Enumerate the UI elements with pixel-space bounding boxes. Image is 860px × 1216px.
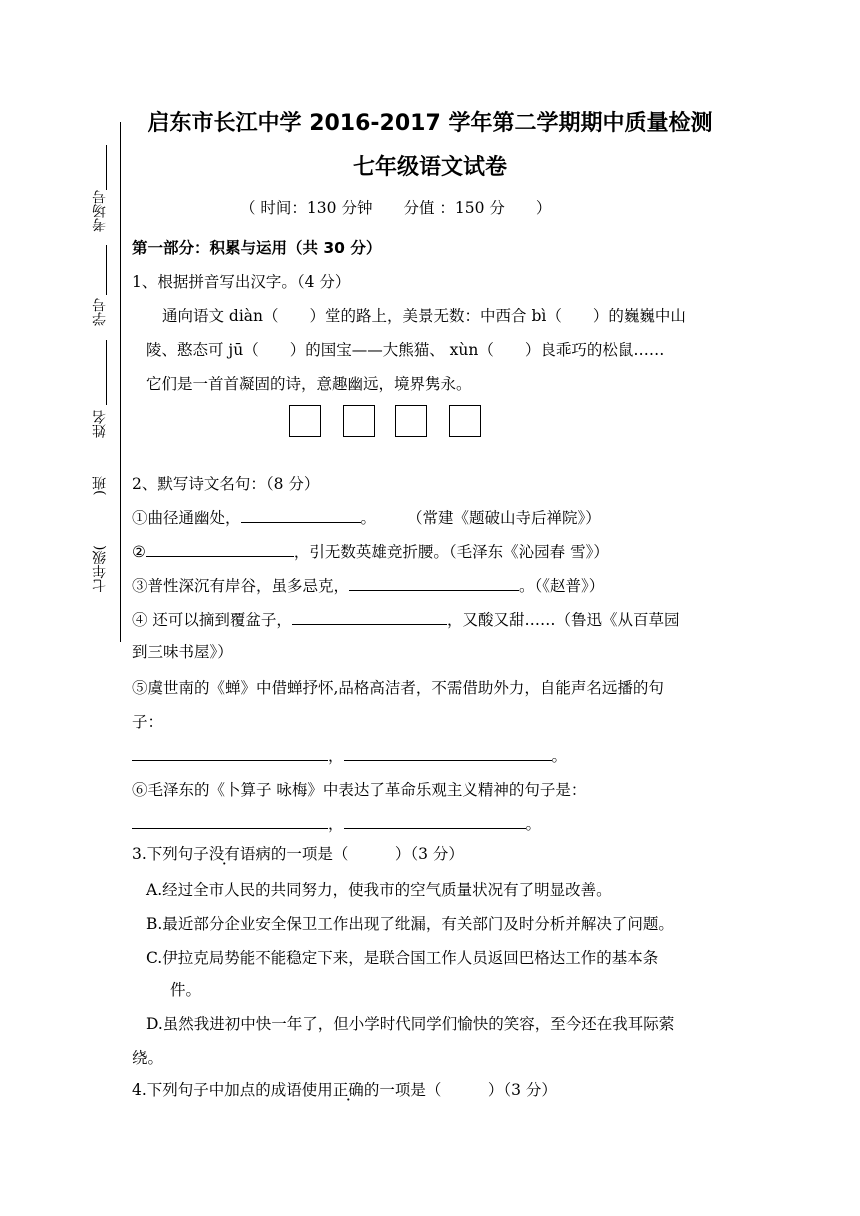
comma: ， <box>328 815 344 833</box>
answer-box-4[interactable] <box>449 405 481 437</box>
answer-box-3[interactable] <box>395 405 427 437</box>
q2-item5-blank-1[interactable] <box>132 744 328 761</box>
q3-option-c: C.伊拉克局势能不能稳定下来，是联合国工作人员返回巴格达工作的基本条 <box>146 949 659 967</box>
section-title: 第一部分：积累与运用（共 30 分） <box>132 239 382 257</box>
grade-label: 七年级( <box>92 545 108 593</box>
q3-option-b: B.最近部分企业安全保卫工作出现了纰漏，有关部门及时分析并解决了问题。 <box>146 915 674 933</box>
class-label: )班 <box>92 476 108 496</box>
q3-option-a: A.经过全市人民的共同努力，使我市的空气质量状况有了明显改善。 <box>146 881 612 899</box>
q2-item1 <box>132 506 601 528</box>
q4-stem-b: 的一项是（ ）（3 分） <box>363 1081 557 1099</box>
q2-item2-text: ，引无数英雄竞折腰。（毛泽东《沁园春 雪》） <box>293 543 609 561</box>
q4-emphasis <box>333 1078 364 1100</box>
q2-item5-answer <box>132 744 567 766</box>
q3-stem <box>132 842 464 864</box>
q1-line3: 它们是一首首凝固的诗，意趣幽远，境界隽永。 <box>146 375 472 393</box>
q2-item4-text: ④ 还可以摘到覆盆子， <box>132 611 292 629</box>
q2-item6: ⑥毛泽东的《卜算子 咏梅》中表达了革命乐观主义精神的句子是： <box>132 781 587 799</box>
q2-item5-blank-2[interactable] <box>344 744 552 761</box>
q4-emphasis-text: 正确 <box>332 1081 364 1099</box>
comma: ， <box>328 747 344 765</box>
q2-item5-cont: 子： <box>132 713 164 731</box>
q2-item1-text: ①曲径通幽处， <box>132 509 241 527</box>
q1-line1: 通向语文 diàn（ ）堂的路上，美景无数：中西合 bì（ ）的巍巍中山 <box>162 307 686 325</box>
answer-box-2[interactable] <box>343 405 375 437</box>
q2-item4-source: ，又酸又甜……（鲁迅《从百草园 <box>446 611 680 629</box>
q2-item6-answer <box>132 812 541 834</box>
q1-line2: 陵、憨态可 jū（ ）的国宝——大熊猫、 xùn（ ）良乖巧的松鼠…… <box>146 341 665 359</box>
q3-option-d-cont: 绕。 <box>132 1049 164 1067</box>
q2-item1-source: 。 （常建《题破山寺后禅院》） <box>360 509 601 527</box>
q2-item3-blank[interactable] <box>349 574 519 591</box>
q2-item4-cont: 到三味书屋》） <box>132 643 233 661</box>
period: 。 <box>525 815 542 833</box>
q2-item2-num: ② <box>132 543 146 561</box>
binding-margin-line <box>120 122 121 642</box>
q2-item6-blank-2[interactable] <box>344 812 526 829</box>
q3-emphasis <box>209 842 240 864</box>
student-id-blank <box>106 245 107 295</box>
period: 。 <box>551 747 568 765</box>
q2-item3 <box>132 574 604 596</box>
q2-stem: 2、默写诗文名句：（8 分） <box>132 475 320 493</box>
student-id-label: 学号 <box>92 298 108 326</box>
q2-item5: ⑤虞世南的《蝉》中借蝉抒怀,品格高洁者，不需借助外力，自能声名远播的句 <box>132 679 664 697</box>
q2-item2-blank[interactable] <box>146 540 294 557</box>
q2-item6-blank-1[interactable] <box>132 812 328 829</box>
q3-stem-b: 语病的一项是（ ）（3 分） <box>239 845 464 863</box>
q2-item3-text: ③普性深沉有岸谷，虽多忌克， <box>132 577 350 595</box>
q1-stem: 1、根据拼音写出汉字。（4 分） <box>132 273 351 291</box>
answer-box-1[interactable] <box>289 405 321 437</box>
exam-title: 启东市长江中学 2016-2017 学年第二学期期中质量检测 <box>147 111 713 136</box>
q4-stem <box>132 1078 557 1100</box>
exam-subtitle: 七年级语文试卷 <box>352 155 507 180</box>
q2-item3-source: 。（《赵普》） <box>519 577 605 595</box>
q2-item1-blank[interactable] <box>241 506 361 523</box>
name-blank <box>106 340 107 405</box>
q2-item2 <box>132 540 609 562</box>
q4-stem-a: 4.下列句子中加点的成语使用 <box>132 1081 333 1099</box>
exam-room-label: 考场号 <box>92 190 108 232</box>
q3-stem-a: 3.下列句子 <box>132 845 209 863</box>
q3-option-c-cont: 件。 <box>170 981 202 999</box>
q2-item4-blank[interactable] <box>292 608 447 625</box>
q3-emphasis-text: 没有 <box>208 845 240 863</box>
q3-option-d: D.虽然我进初中快一年了，但小学时代同学们愉快的笑容，至今还在我耳际萦 <box>146 1015 675 1033</box>
exam-meta: （ 时间：130 分钟 分值 ：150 分 ） <box>240 199 552 217</box>
q2-item4 <box>132 608 679 630</box>
name-label: 姓名 <box>92 410 108 438</box>
